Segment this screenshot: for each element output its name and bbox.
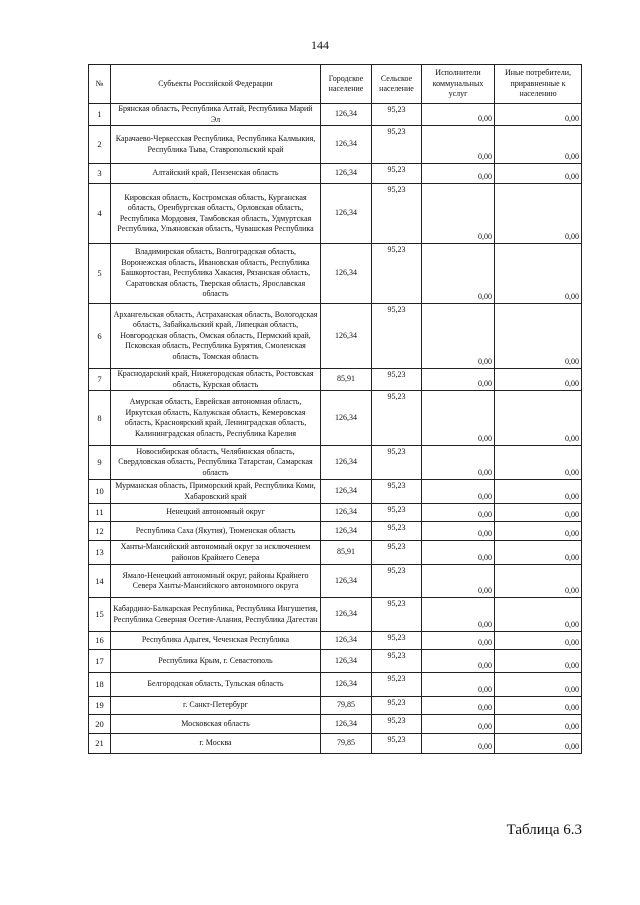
row-number: 11 [89,504,111,522]
row-urban-value: 126,34 [321,164,372,184]
row-urban-value: 126,34 [321,650,372,673]
table-row [89,184,582,244]
row-urban-value: 85,91 [321,541,372,565]
table-row [89,480,582,504]
row-rural-value: 95,23 [372,504,422,522]
row-subject: Амурская область, Еврейская автономная область, Иркутская область, Калужская область, Кемеровская область, Красноярский край, Ленинградская область, Калининградская область, Республика Карелия [111,391,321,446]
row-utility-value: 0,00 [422,504,495,522]
row-rural-value: 95,23 [372,650,422,673]
row-utility-value: 0,00 [422,541,495,565]
row-subject: Брянская область, Республика Алтай, Республика Марий Эл [111,104,321,126]
row-rural-value: 95,23 [372,164,422,184]
row-rural-value: 95,23 [372,184,422,244]
row-urban-value: 126,34 [321,304,372,369]
row-subject: Московская область [111,715,321,734]
table-row [89,504,582,522]
table-row [89,734,582,754]
row-utility-value: 0,00 [422,184,495,244]
row-other-value: 0,00 [495,164,582,184]
row-number: 10 [89,480,111,504]
row-subject: Республика Саха (Якутия), Тюменская область [111,522,321,541]
row-urban-value: 126,34 [321,522,372,541]
row-rural-value: 95,23 [372,565,422,598]
row-number: 20 [89,715,111,734]
header-rural: Сельское население [372,65,422,104]
row-number: 6 [89,304,111,369]
row-number: 8 [89,391,111,446]
row-utility-value: 0,00 [422,632,495,650]
row-other-value: 0,00 [495,598,582,632]
table-row [89,391,582,446]
table-row [89,697,582,715]
table-row [89,164,582,184]
row-utility-value: 0,00 [422,522,495,541]
row-urban-value: 126,34 [321,565,372,598]
row-subject: Кировская область, Костромская область, Курганская область, Оренбургская область, Орловская область, Республика Мордовия, Тамбовская область, Удмуртская Республика, Ульяновская область, Чувашская Республика [111,184,321,244]
row-subject: Владимирская область, Волгоградская область, Воронежская область, Ивановская область, Республика Башкортостан, Республика Хакасия, Рязанская область, Саратовская область, Тверская область, Ярославская область [111,244,321,304]
row-number: 2 [89,126,111,164]
table-row [89,126,582,164]
row-other-value: 0,00 [495,734,582,754]
header-utility: Исполнители коммунальных услуг [422,65,495,104]
row-number: 9 [89,446,111,480]
row-utility-value: 0,00 [422,598,495,632]
header-num: № [89,65,111,104]
row-subject: Ханты-Мансийский автономный округ за исключением районов Крайнего Севера [111,541,321,565]
row-subject: Алтайский край, Пензенская область [111,164,321,184]
row-rural-value: 95,23 [372,369,422,391]
row-number: 18 [89,673,111,697]
row-number: 21 [89,734,111,754]
row-number: 13 [89,541,111,565]
row-rural-value: 95,23 [372,104,422,126]
table-row [89,715,582,734]
table-row [89,304,582,369]
row-other-value: 0,00 [495,504,582,522]
row-other-value: 0,00 [495,446,582,480]
row-urban-value: 126,34 [321,480,372,504]
row-other-value: 0,00 [495,565,582,598]
row-utility-value: 0,00 [422,244,495,304]
table-row [89,446,582,480]
row-number: 12 [89,522,111,541]
row-rural-value: 95,23 [372,244,422,304]
row-utility-value: 0,00 [422,104,495,126]
row-number: 7 [89,369,111,391]
row-subject: Ненецкий автономный округ [111,504,321,522]
row-urban-value: 126,34 [321,446,372,480]
row-urban-value: 126,34 [321,715,372,734]
row-utility-value: 0,00 [422,126,495,164]
row-rural-value: 95,23 [372,598,422,632]
header-other: Иные потребители, приравненные к населению [495,65,582,104]
row-other-value: 0,00 [495,184,582,244]
row-urban-value: 126,34 [321,104,372,126]
row-urban-value: 126,34 [321,673,372,697]
row-number: 16 [89,632,111,650]
row-rural-value: 95,23 [372,715,422,734]
tariff-table-container [88,64,582,754]
row-number: 5 [89,244,111,304]
row-urban-value: 126,34 [321,598,372,632]
row-subject: Карачаево-Черкесская Республика, Республика Калмыкия, Республика Тыва, Ставропольский край [111,126,321,164]
row-number: 15 [89,598,111,632]
row-subject: Республика Крым, г. Севастополь [111,650,321,673]
row-other-value: 0,00 [495,480,582,504]
row-utility-value: 0,00 [422,697,495,715]
row-utility-value: 0,00 [422,391,495,446]
row-number: 4 [89,184,111,244]
row-rural-value: 95,23 [372,734,422,754]
row-urban-value: 126,34 [321,504,372,522]
row-urban-value: 126,34 [321,632,372,650]
row-other-value: 0,00 [495,304,582,369]
row-utility-value: 0,00 [422,650,495,673]
table-row [89,632,582,650]
row-rural-value: 95,23 [372,391,422,446]
row-other-value: 0,00 [495,673,582,697]
table-row [89,565,582,598]
row-other-value: 0,00 [495,541,582,565]
row-other-value: 0,00 [495,697,582,715]
row-other-value: 0,00 [495,369,582,391]
row-other-value: 0,00 [495,632,582,650]
header-subject: Субъекты Российской Федерации [111,65,321,104]
header-urban: Городское население [321,65,372,104]
row-urban-value: 79,85 [321,697,372,715]
table-header-row [89,65,582,104]
table-row [89,244,582,304]
table-row [89,541,582,565]
row-subject: Республика Адыгея, Чеченская Республика [111,632,321,650]
row-subject: г. Санкт-Петербург [111,697,321,715]
tariff-table [88,64,582,754]
row-rural-value: 95,23 [372,126,422,164]
row-subject: г. Москва [111,734,321,754]
row-subject: Архангельская область, Астраханская область, Вологодская область, Забайкальский край, Липецкая область, Новгородская область, Омская область, Пермский край, Псковская область, Республика Бурятия, Смоленская область, Томская область [111,304,321,369]
row-subject: Новосибирская область, Челябинская область, Свердловская область, Республика Татарстан, Самарская область [111,446,321,480]
row-utility-value: 0,00 [422,715,495,734]
row-urban-value: 79,85 [321,734,372,754]
row-urban-value: 126,34 [321,184,372,244]
row-other-value: 0,00 [495,244,582,304]
row-utility-value: 0,00 [422,446,495,480]
row-number: 14 [89,565,111,598]
table-row [89,650,582,673]
row-utility-value: 0,00 [422,304,495,369]
row-other-value: 0,00 [495,104,582,126]
table-row [89,598,582,632]
row-urban-value: 126,34 [321,391,372,446]
row-subject: Белгородская область, Тульская область [111,673,321,697]
row-subject: Мурманская область, Приморский край, Республика Коми, Хабаровский край [111,480,321,504]
row-rural-value: 95,23 [372,446,422,480]
row-utility-value: 0,00 [422,369,495,391]
row-other-value: 0,00 [495,126,582,164]
table-row [89,522,582,541]
row-rural-value: 95,23 [372,480,422,504]
row-number: 3 [89,164,111,184]
row-other-value: 0,00 [495,391,582,446]
table-row [89,673,582,697]
row-rural-value: 95,23 [372,522,422,541]
row-rural-value: 95,23 [372,541,422,565]
page-number: 144 [311,38,329,52]
table-row [89,369,582,391]
row-rural-value: 95,23 [372,673,422,697]
row-utility-value: 0,00 [422,480,495,504]
row-other-value: 0,00 [495,715,582,734]
row-other-value: 0,00 [495,522,582,541]
row-utility-value: 0,00 [422,164,495,184]
table-row [89,104,582,126]
table-caption: Таблица 6.3 [506,822,582,838]
row-utility-value: 0,00 [422,673,495,697]
row-urban-value: 126,34 [321,244,372,304]
row-urban-value: 85,91 [321,369,372,391]
row-number: 17 [89,650,111,673]
row-other-value: 0,00 [495,650,582,673]
row-utility-value: 0,00 [422,565,495,598]
row-number: 19 [89,697,111,715]
row-utility-value: 0,00 [422,734,495,754]
row-number: 1 [89,104,111,126]
row-subject: Кабардино-Балкарская Республика, Республика Ингушетия, Республика Северная Осетия-Алания, Республика Дагестан [111,598,321,632]
row-rural-value: 95,23 [372,632,422,650]
row-subject: Краснодарский край, Нижегородская область, Ростовская область, Курская область [111,369,321,391]
row-rural-value: 95,23 [372,697,422,715]
row-rural-value: 95,23 [372,304,422,369]
row-urban-value: 126,34 [321,126,372,164]
row-subject: Ямало-Ненецкий автономный округ, районы Крайнего Севера Ханты-Мансийского автономного округа [111,565,321,598]
